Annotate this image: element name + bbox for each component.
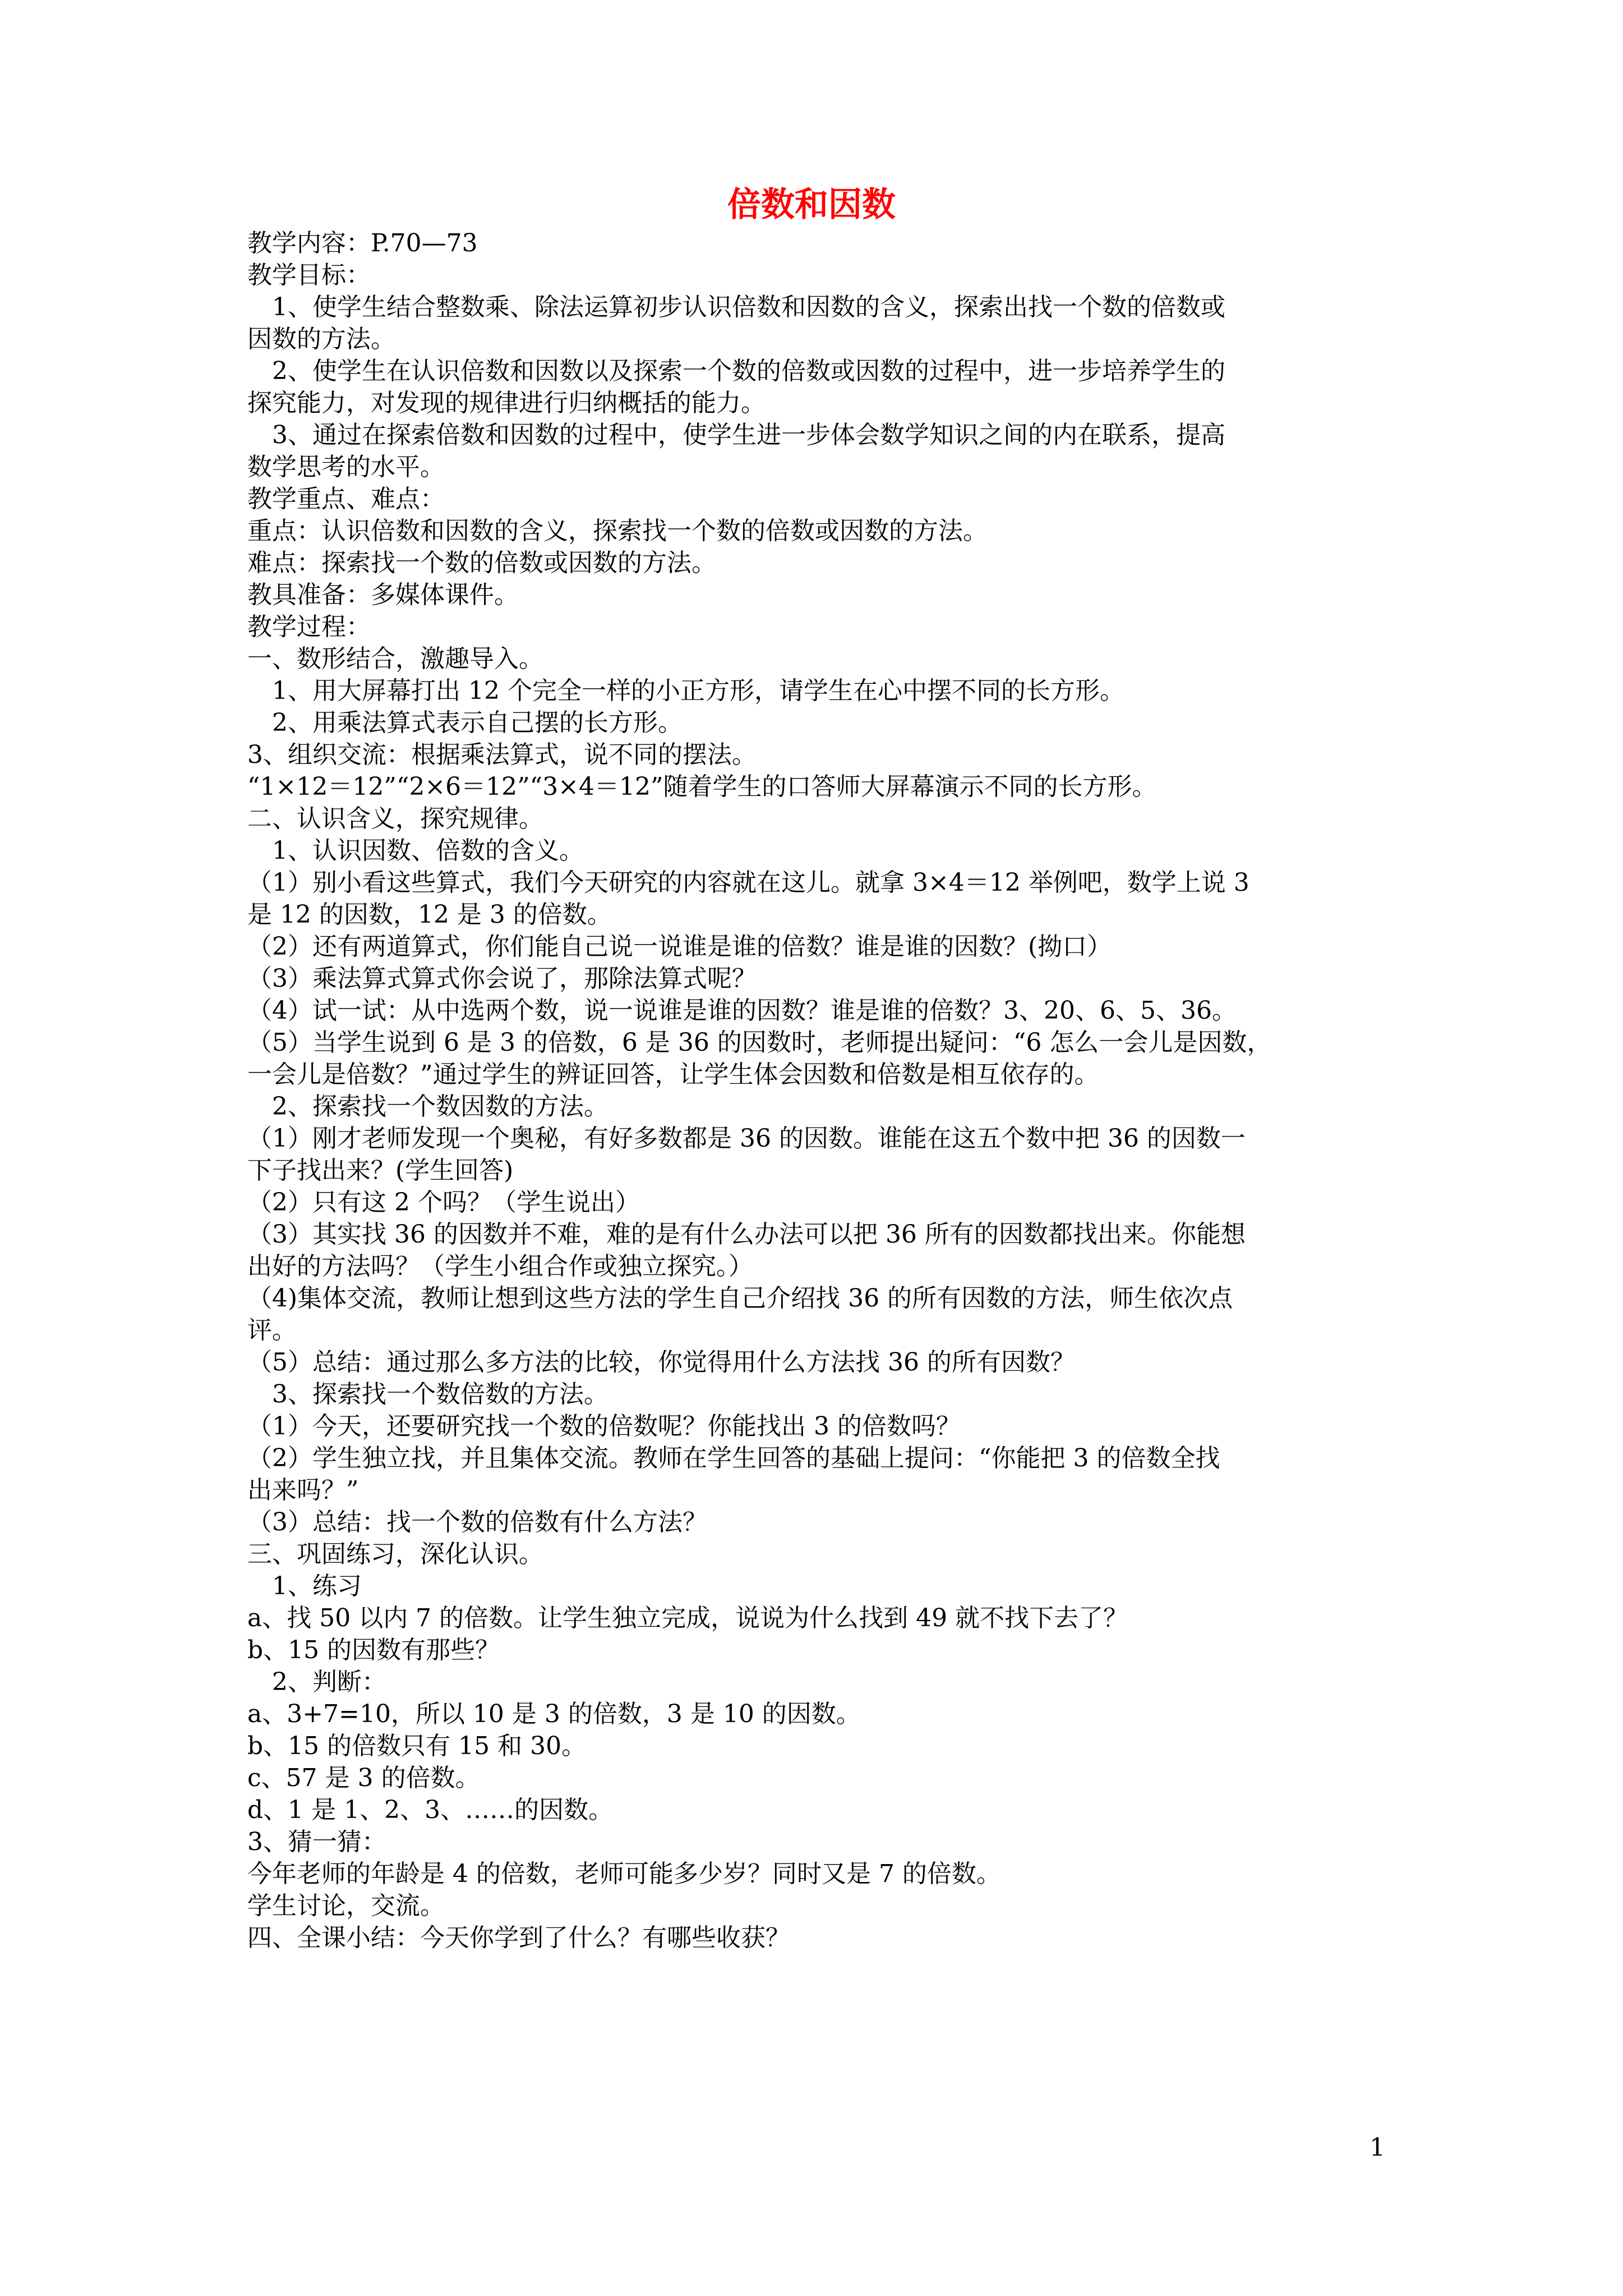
text-line: 四、全课小结：今天你学到了什么？有哪些收获？ xyxy=(247,1924,790,1952)
text-line: 教学目标： xyxy=(247,261,371,289)
text-line: 难点：探索找一个数的倍数或因数的方法。 xyxy=(247,549,716,577)
text-line: 1、用大屏幕打出 12 个完全一样的小正方形，请学生在心中摆不同的长方形。 xyxy=(272,677,1124,705)
text-line: 教具准备：多媒体课件。 xyxy=(247,581,519,609)
text-line: （5）当学生说到 6 是 3 的倍数，6 是 36 的因数时，老师提出疑问：“6 怎么一会儿是因数， xyxy=(247,1028,1272,1057)
text-line: （2）学生独立找，并且集体交流。教师在学生回答的基础上提问：“你能把 3 的倍数全找 xyxy=(247,1444,1220,1473)
text-line: b、15 的倍数只有 15 和 30。 xyxy=(247,1732,587,1760)
text-line: （5）总结：通过那么多方法的比较，你觉得用什么方法找 36 的所有因数？ xyxy=(247,1348,1075,1377)
text-line: 1、使学生结合整数乘、除法运算初步认识倍数和因数的含义，探索出找一个数的倍数或 xyxy=(272,293,1225,321)
text-line: 教学过程： xyxy=(247,613,371,641)
text-line: 教学内容：P.70—73 xyxy=(247,229,478,257)
page-number: 1 xyxy=(1370,2133,1385,2162)
text-line: 重点：认识倍数和因数的含义，探索找一个数的倍数或因数的方法。 xyxy=(247,517,988,545)
text-line: 3、组织交流：根据乘法算式，说不同的摆法。 xyxy=(247,740,757,769)
text-line: 一、数形结合，激趣导入。 xyxy=(247,645,543,673)
text-line: 1、认识因数、倍数的含义。 xyxy=(272,836,584,865)
text-line: 因数的方法。 xyxy=(247,325,395,353)
text-line: 3、猜一猜： xyxy=(247,1828,386,1856)
text-line: 学生讨论，交流。 xyxy=(247,1892,445,1920)
text-line: （1）别小看这些算式，我们今天研究的内容就在这儿。就拿 3×4＝12 举例吧，数学上说 3 xyxy=(247,868,1249,897)
text-line: “1×12＝12”“2×6＝12”“3×4＝12”随着学生的口答师大屏幕演示不同的长方形。 xyxy=(247,772,1157,801)
text-line: 2、判断： xyxy=(272,1668,386,1696)
text-line: 下子找出来？(学生回答) xyxy=(247,1156,514,1185)
text-line: 今年老师的年龄是 4 的倍数，老师可能多少岁？同时又是 7 的倍数。 xyxy=(247,1860,1001,1888)
document-body xyxy=(247,227,1380,1954)
text-line: 数学思考的水平。 xyxy=(247,453,445,481)
text-line: 教学重点、难点： xyxy=(247,485,445,513)
text-line: 一会儿是倍数？”通过学生的辨证回答，让学生体会因数和倍数是相互依存的。 xyxy=(247,1060,1099,1089)
text-line: 1、练习 xyxy=(272,1572,362,1600)
text-line: b、15 的因数有那些？ xyxy=(247,1636,500,1664)
text-line: a、3+7=10，所以 10 是 3 的倍数，3 是 10 的因数。 xyxy=(247,1700,861,1728)
text-line: 二、认识含义，探究规律。 xyxy=(247,804,543,833)
text-line: 3、探索找一个数倍数的方法。 xyxy=(272,1380,608,1409)
text-line: （3）乘法算式算式你会说了，那除法算式呢？ xyxy=(247,964,757,993)
text-line: 评。 xyxy=(247,1316,297,1345)
text-line: （1）刚才老师发现一个奥秘，有好多数都是 36 的因数。谁能在这五个数中把 36 的因数一 xyxy=(247,1124,1246,1153)
text-line: 是 12 的因数，12 是 3 的倍数。 xyxy=(247,900,612,929)
text-line: （2）还有两道算式，你们能自己说一说谁是谁的倍数？谁是谁的因数？(拗口） xyxy=(247,932,1112,961)
document-title: 倍数和因数 xyxy=(727,185,896,224)
text-line: 探究能力，对发现的规律进行归纳概括的能力。 xyxy=(247,389,766,417)
text-line: a、找 50 以内 7 的倍数。让学生独立完成，说说为什么找到 49 就不找下去了？ xyxy=(247,1604,1128,1632)
text-line: （4)集体交流，教师让想到这些方法的学生自己介绍找 36 的所有因数的方法，师生依次点 xyxy=(247,1284,1233,1313)
text-line: （4）试一试：从中选两个数，说一说谁是谁的因数？谁是谁的倍数？3、20、6、5、36。 xyxy=(247,996,1237,1025)
text-line: 3、通过在探索倍数和因数的过程中，使学生进一步体会数学知识之间的内在联系，提高 xyxy=(272,421,1225,449)
text-line: （3）其实找 36 的因数并不难，难的是有什么办法可以把 36 所有的因数都找出来。你能想 xyxy=(247,1220,1246,1249)
text-line: 2、探索找一个数因数的方法。 xyxy=(272,1092,608,1121)
text-line: （1）今天，还要研究找一个数的倍数呢？你能找出 3 的倍数吗？ xyxy=(247,1412,961,1441)
text-line: 出好的方法吗？（学生小组合作或独立探究。） xyxy=(247,1252,753,1281)
text-line: 2、使学生在认识倍数和因数以及探索一个数的倍数或因数的过程中，进一步培养学生的 xyxy=(272,357,1225,385)
text-line: （3）总结：找一个数的倍数有什么方法？ xyxy=(247,1508,707,1536)
text-line: 2、用乘法算式表示自己摆的长方形。 xyxy=(272,708,683,737)
text-line: c、57 是 3 的倍数。 xyxy=(247,1764,480,1792)
text-line: 出来吗？” xyxy=(247,1476,359,1504)
text-line: 三、巩固练习，深化认识。 xyxy=(247,1540,543,1568)
text-line: （2）只有这 2 个吗？（学生说出） xyxy=(247,1188,640,1217)
text-line: d、1 是 1、2、3、……的因数。 xyxy=(247,1796,614,1824)
